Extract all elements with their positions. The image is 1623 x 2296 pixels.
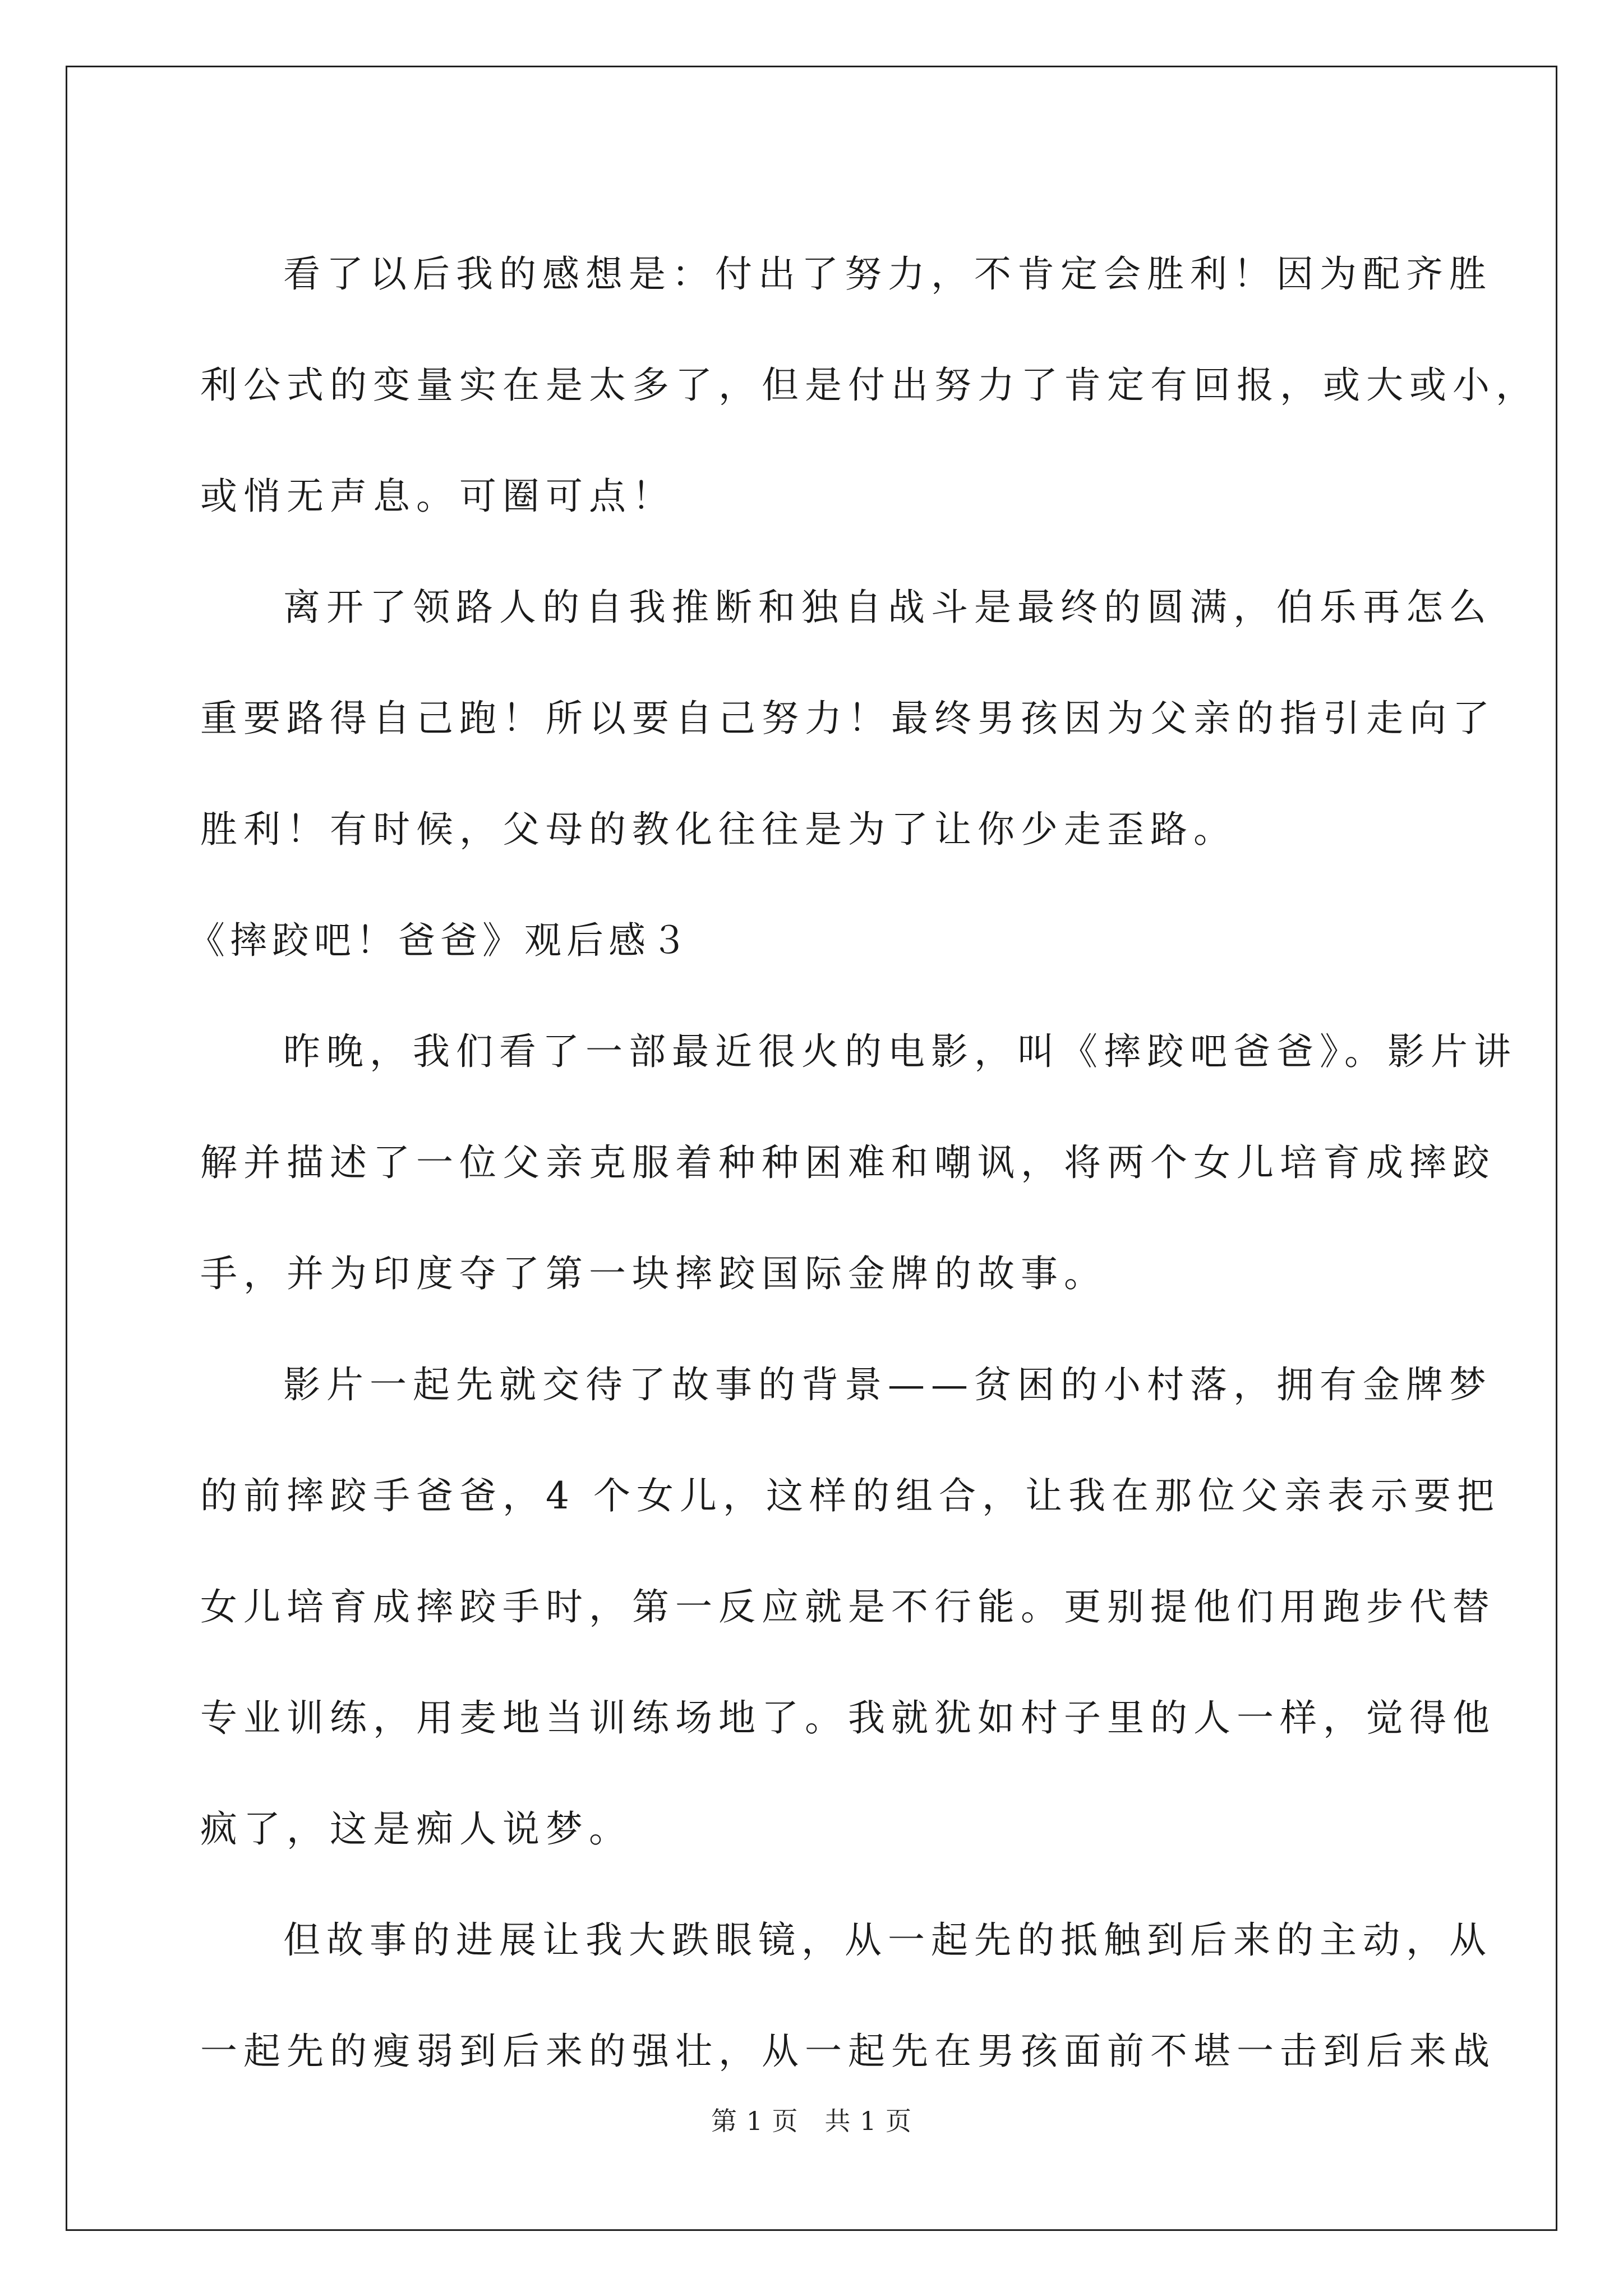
text-line: 利公式的变量实在是太多了，但是付出努力了肯定有回报，或大或小，	[200, 364, 1539, 407]
text-line: 离开了领路人的自我推断和独自战斗是最终的圆满，伯乐再怎么	[283, 586, 1492, 629]
text-line: 看了以后我的感想是：付出了努力，不肯定会胜利！因为配齐胜	[283, 252, 1492, 296]
text-line: 或悄无声息。可圈可点！	[200, 475, 675, 518]
text-line: 一起先的瘦弱到后来的强壮，从一起先在男孩面前不堪一击到后来战	[200, 2030, 1496, 2073]
text-line: 胜利！有时候，父母的教化往往是为了让你少走歪路。	[200, 808, 1237, 851]
text-line: 疯了，这是痴人说梦。	[200, 1807, 632, 1851]
text-line: 解并描述了一位父亲克服着种种困难和嘲讽，将两个女儿培育成摔跤	[200, 1141, 1496, 1184]
text-line: 影片一起先就交待了故事的背景——贫困的小村落，拥有金牌梦	[283, 1363, 1492, 1406]
text-line: 重要路得自己跑！所以要自己努力！最终男孩因为父亲的指引走向了	[200, 697, 1496, 740]
page-number-footer: 第 1 页 共 1 页	[711, 2106, 912, 2136]
text-line: 昨晚，我们看了一部最近很火的电影，叫《摔跤吧爸爸》。影片讲	[283, 1030, 1517, 1073]
text-line: 女儿培育成摔跤手时，第一反应就是不行能。更别提他们用跑步代替	[200, 1585, 1496, 1628]
text-line: 但故事的进展让我大跌眼镜，从一起先的抵触到后来的主动，从	[283, 1918, 1492, 1962]
text-line: 手，并为印度夺了第一块摔跤国际金牌的故事。	[200, 1252, 1107, 1295]
section-heading: 《摔跤吧！爸爸》观后感３	[188, 919, 693, 962]
text-line: 的前摔跤手爸爸，4 个女儿，这样的组合，让我在那位父亲表示要把	[200, 1474, 1500, 1517]
text-line: 专业训练，用麦地当训练场地了。我就犹如村子里的人一样，觉得他	[200, 1696, 1496, 1740]
document-body	[188, 219, 1539, 2107]
